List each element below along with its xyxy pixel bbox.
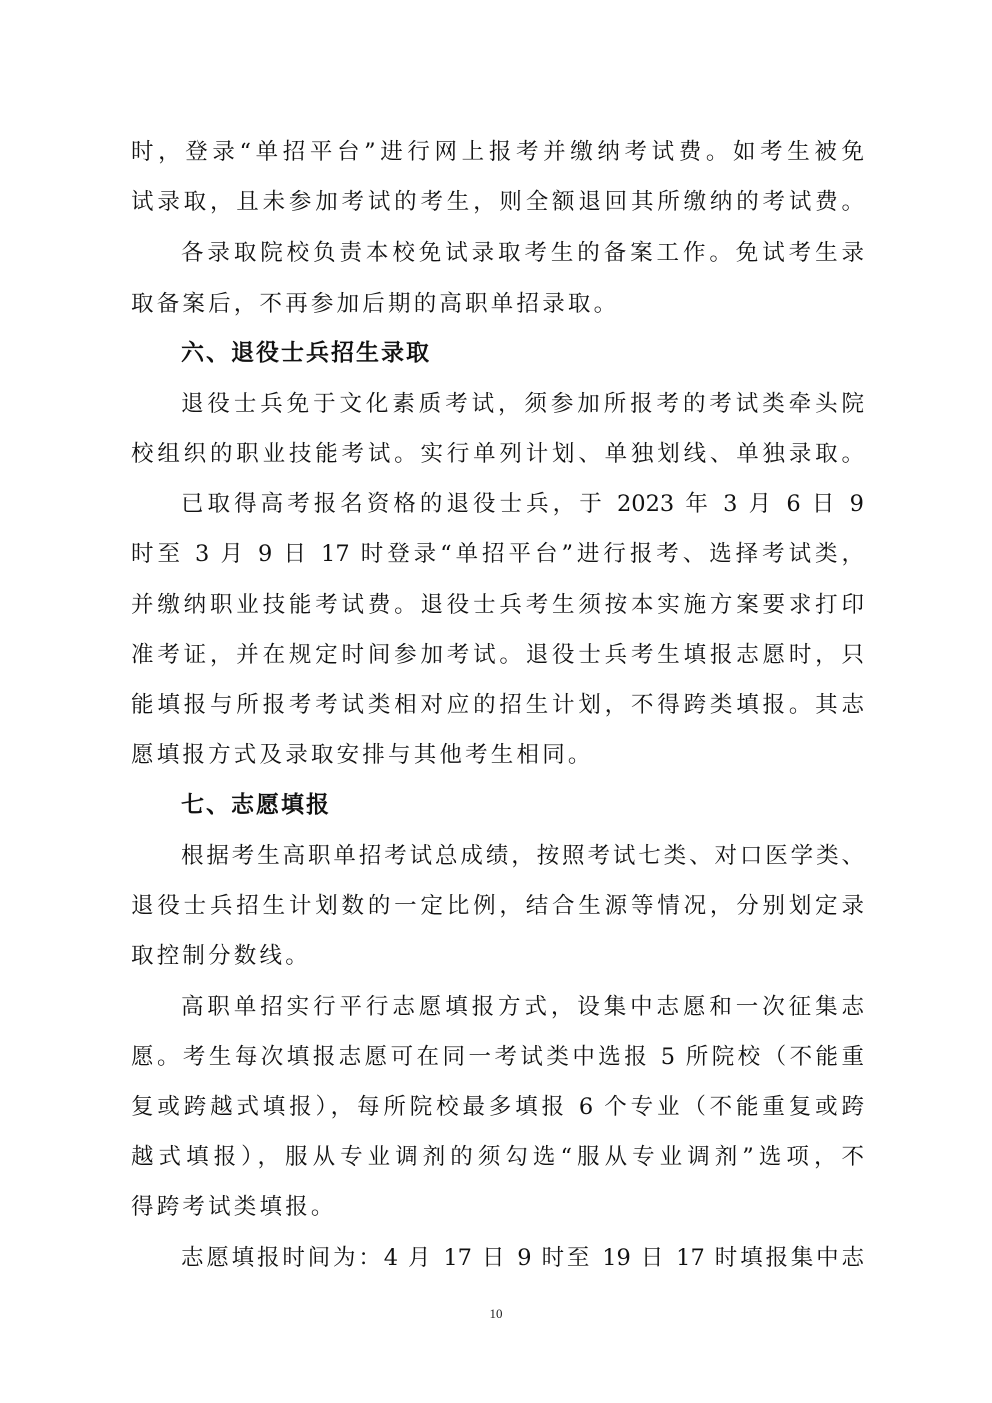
paragraph-line: 时至 3 月 9 日 17 时登录“单招平台”进行报考、选择考试类， xyxy=(131,541,864,567)
paragraph-line: 各录取院校负责本校免试录取考生的备案工作。免试考生录 xyxy=(181,240,864,266)
paragraph-line: 得跨考试类填报。 xyxy=(131,1194,337,1220)
paragraph-line: 志愿填报时间为：4 月 17 日 9 时至 19 日 17 时填报集中志 xyxy=(181,1245,864,1271)
paragraph-line: 退役士兵招生计划数的一定比例，结合生源等情况，分别划定录 xyxy=(131,893,864,919)
paragraph-line: 愿填报方式及录取安排与其他考生相同。 xyxy=(131,742,594,768)
paragraph-line: 根据考生高职单招考试总成绩，按照考试七类、对口医学类、 xyxy=(181,843,864,869)
paragraph-line: 高职单招实行平行志愿填报方式，设集中志愿和一次征集志 xyxy=(181,994,864,1020)
paragraph-line: 试录取，且未参加考试的考生，则全额退回其所缴纳的考试费。 xyxy=(131,189,864,215)
section-heading: 六、退役士兵招生录取 xyxy=(181,340,431,366)
paragraph-line: 已取得高考报名资格的退役士兵，于 2023 年 3 月 6 日 9 xyxy=(181,491,864,517)
section-heading: 七、志愿填报 xyxy=(181,792,331,818)
paragraph-line: 愿。考生每次填报志愿可在同一考试类中选报 5 所院校（不能重 xyxy=(131,1044,864,1070)
paragraph-line: 取备案后，不再参加后期的高职单招录取。 xyxy=(131,291,620,317)
paragraph-line: 准考证，并在规定时间参加考试。退役士兵考生填报志愿时，只 xyxy=(131,642,864,668)
paragraph-line: 时，登录“单招平台”进行网上报考并缴纳考试费。如考生被免 xyxy=(131,139,864,165)
paragraph-line: 取控制分数线。 xyxy=(131,943,311,969)
paragraph-line: 能填报与所报考考试类相对应的招生计划，不得跨类填报。其志 xyxy=(131,692,864,718)
paragraph-line: 复或跨越式填报），每所院校最多填报 6 个专业（不能重复或跨 xyxy=(131,1094,864,1120)
paragraph-line: 并缴纳职业技能考试费。退役士兵考生须按本实施方案要求打印 xyxy=(131,592,864,618)
paragraph-line: 校组织的职业技能考试。实行单列计划、单独划线、单独录取。 xyxy=(131,441,864,467)
paragraph-line: 退役士兵免于文化素质考试，须参加所报考的考试类牵头院 xyxy=(181,391,864,417)
paragraph-line: 越式填报），服从专业调剂的须勾选“服从专业调剂”选项，不 xyxy=(131,1144,864,1170)
page-number: 10 xyxy=(489,1306,503,1321)
